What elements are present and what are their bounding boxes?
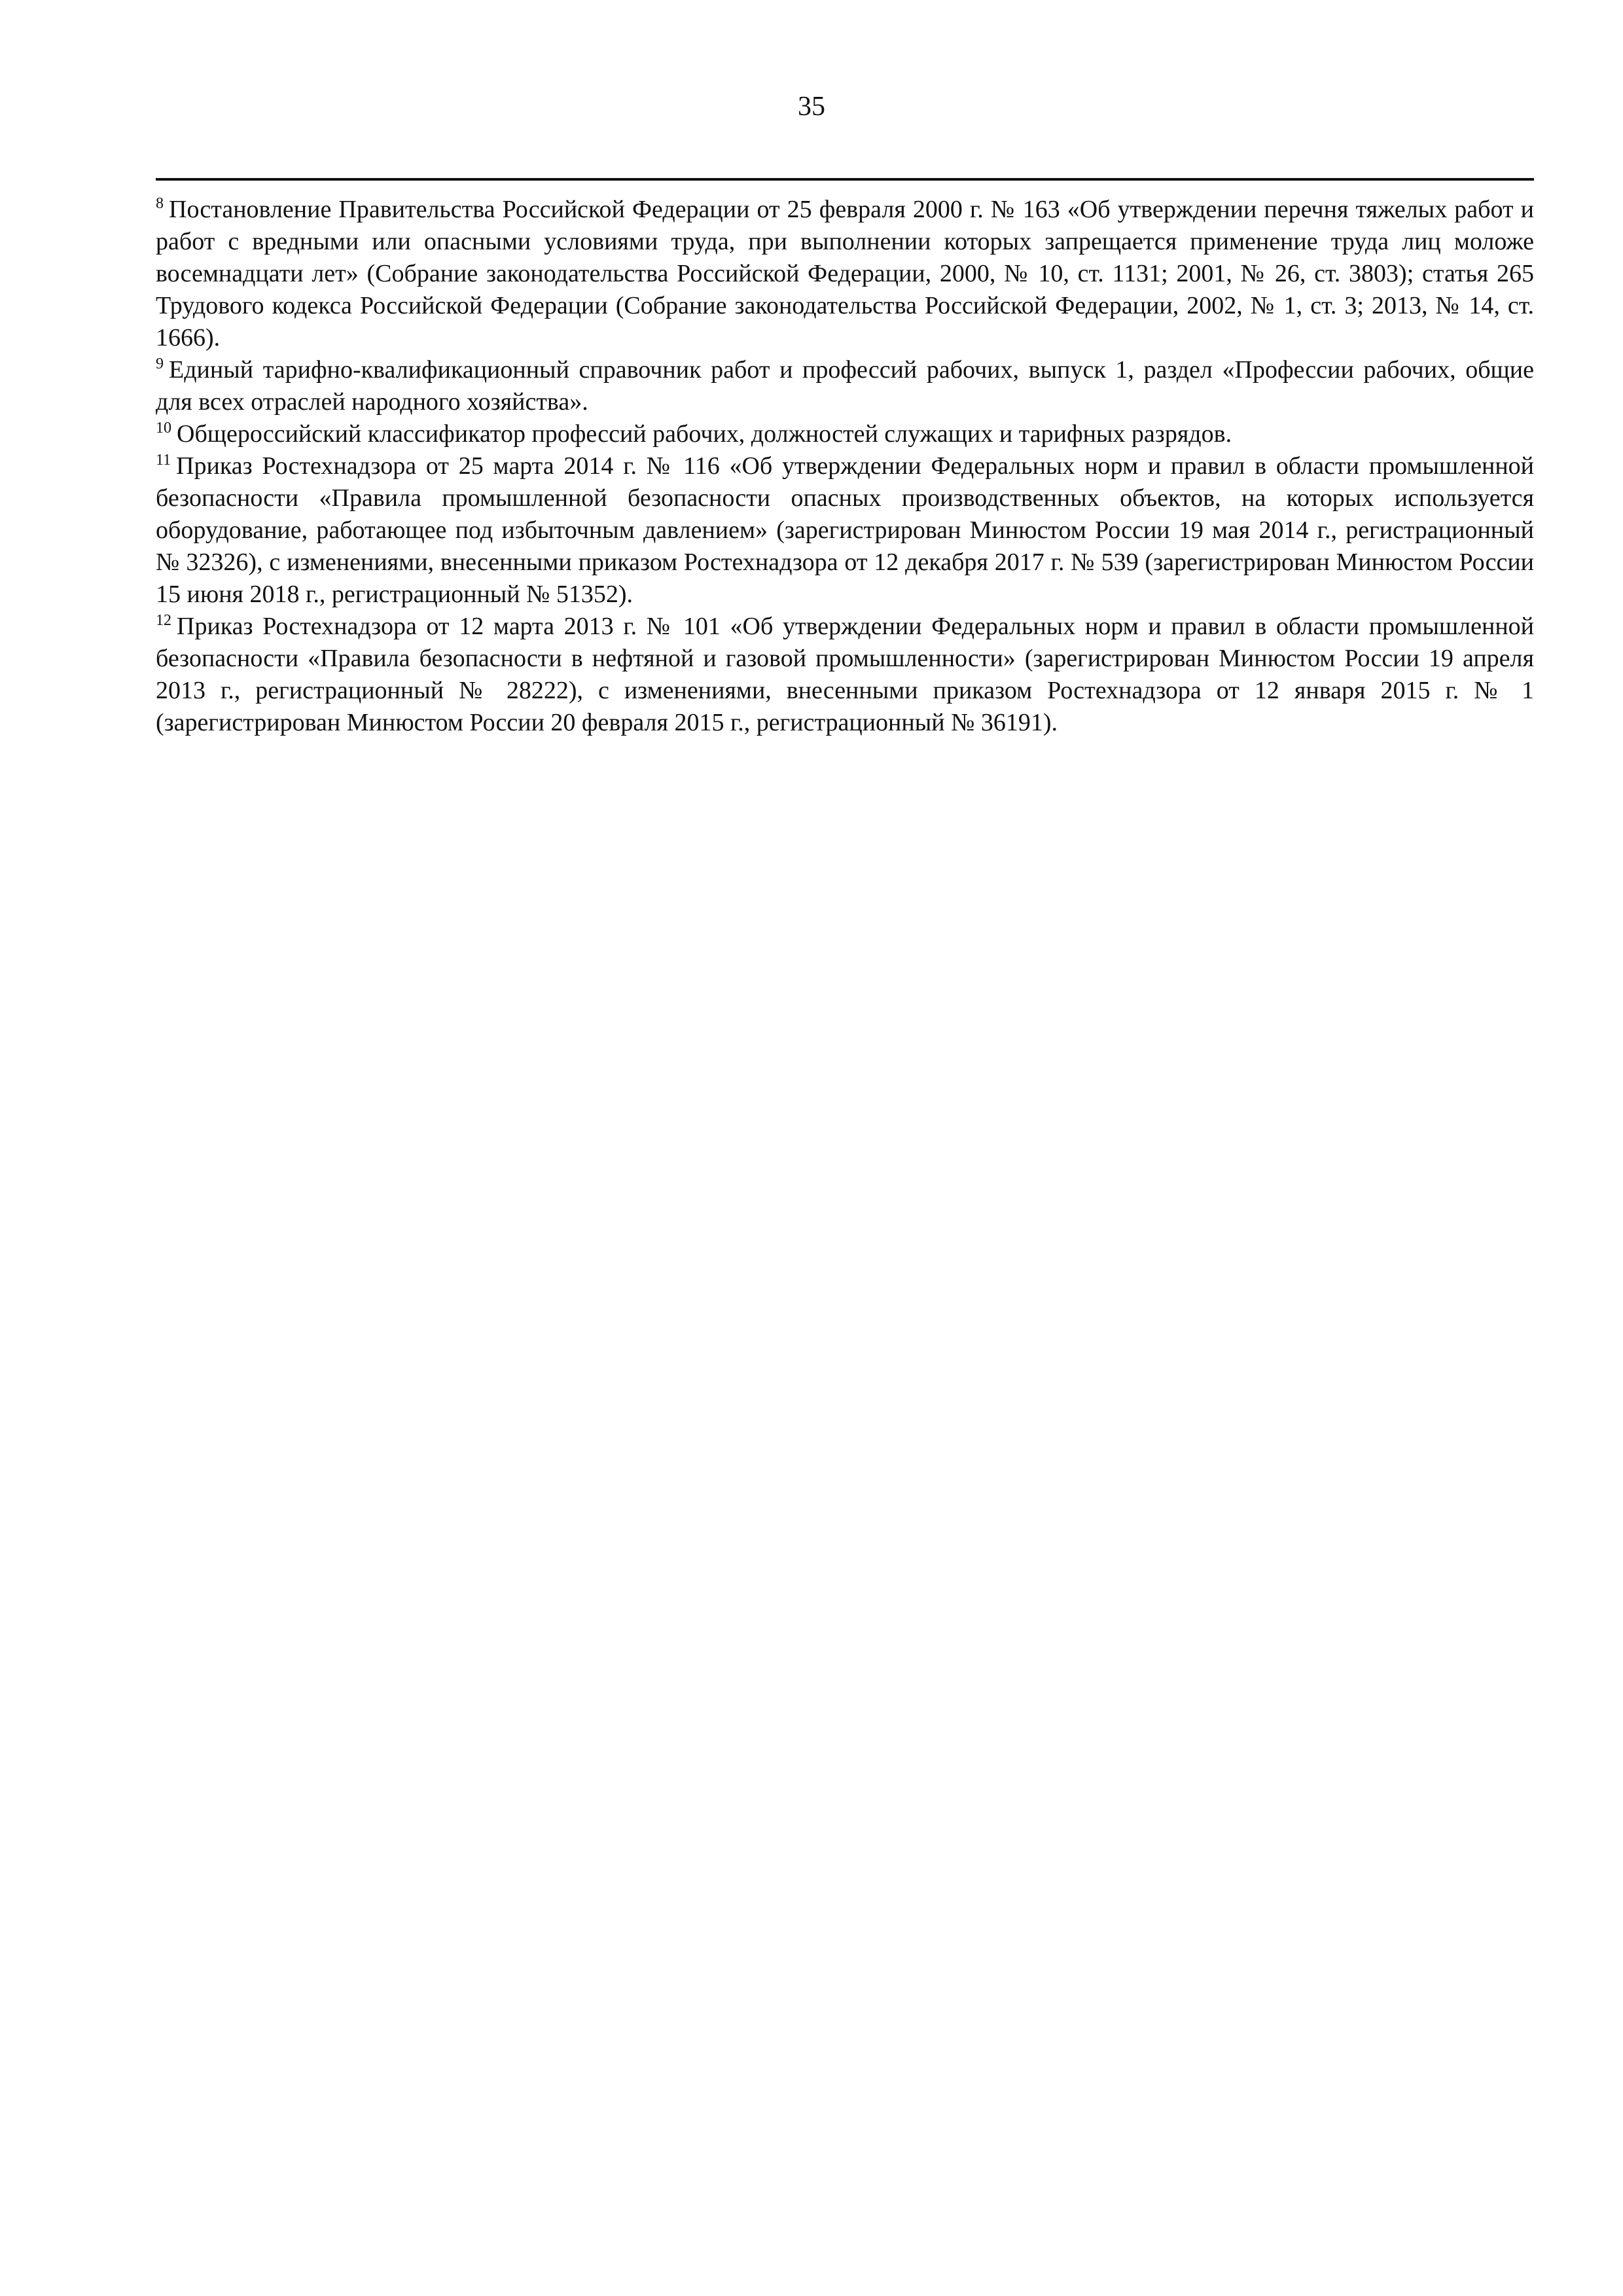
page-number: 35: [798, 92, 825, 122]
footnote-marker: 12: [156, 612, 171, 629]
footnote-11: [156, 450, 1534, 611]
footnote-9: [156, 354, 1534, 418]
footnote-text: Единый тарифно-квалификационный справочник работ и профессий рабочих, выпуск 1, раздел «Профессии рабочих, общие для всех отраслей народного хозяйства».: [156, 356, 1534, 416]
footnote-8: [156, 194, 1534, 354]
footnote-marker: 11: [156, 452, 171, 469]
footnote-marker: 9: [156, 355, 164, 372]
footnote-12: [156, 611, 1534, 739]
footnotes-section: [156, 194, 1534, 739]
footnote-separator-rule: [156, 178, 1534, 181]
footnote-marker: 10: [156, 420, 171, 437]
footnote-text: Общероссийский классификатор профессий рабочих, должностей служащих и тарифных разрядов.: [177, 420, 1232, 448]
footnote-text: Приказ Ростехнадзора от 25 марта 2014 г. № 116 «Об утверждении Федеральных норм и правил в области промышленной безопасности «Правила промышленной безопасности опасных производственных объектов, на которых используется оборудование, работающее под избыточным давлением» (зарегистрирован Минюстом России 19 мая 2014 г., регистрационный № 32326), с изменениями, внесенными приказом Ростехнадзора от 12 декабря 2017 г. № 539 (зарегистрирован Минюстом России 15 июня 2018 г., регистрационный № 51352).: [156, 452, 1534, 608]
footnote-10: [156, 418, 1534, 450]
footnote-text: Постановление Правительства Российской Федерации от 25 февраля 2000 г. № 163 «Об утверждении перечня тяжелых работ и работ с вредными или опасными условиями труда, при выполнении которых запрещается применение труда лиц моложе восемнадцати лет» (Собрание законодательства Российской Федерации, 2000, № 10, ст. 1131; 2001, № 26, ст. 3803); статья 265 Трудового кодекса Российской Федерации (Собрание законодательства Российской Федерации, 2002, № 1, ст. 3; 2013, № 14, ст. 1666).: [156, 196, 1534, 351]
footnote-text: Приказ Ростехнадзора от 12 марта 2013 г. № 101 «Об утверждении Федеральных норм и правил в области промышленной безопасности «Правила безопасности в нефтяной и газовой промышленности» (зарегистрирован Минюстом России 19 апреля 2013 г., регистрационный № 28222), с изменениями, внесенными приказом Ростехнадзора от 12 января 2015 г. № 1 (зарегистрирован Минюстом России 20 февраля 2015 г., регистрационный № 36191).: [156, 613, 1534, 736]
footnote-marker: 8: [156, 195, 164, 212]
